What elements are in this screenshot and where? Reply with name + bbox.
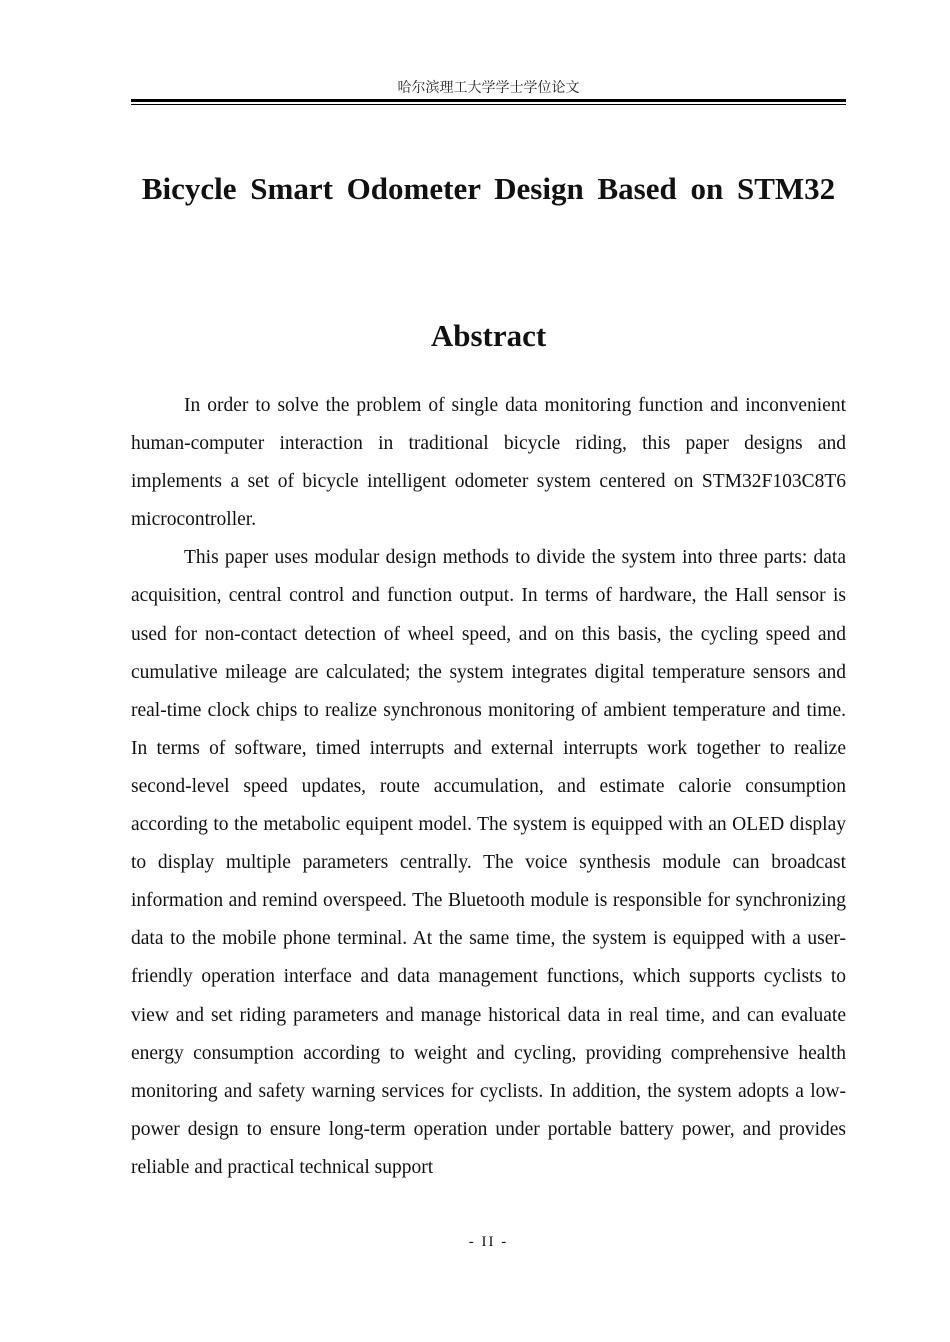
thesis-title: Bicycle Smart Odometer Design Based on STM32: [141, 171, 836, 206]
abstract-paragraph-1: In order to solve the problem of single data monitoring function and inconvenient human-computer interaction in traditional bicycle riding, this paper designs and implements a set of bicycle intelligent odometer system centered on STM32F103C8T6 microcontroller.: [131, 395, 846, 531]
header-rule-thin: [131, 104, 846, 105]
abstract-heading: Abstract: [430, 318, 547, 353]
running-header: 哈尔滨理工大学学士学位论文: [397, 80, 580, 96]
abstract-paragraph-2: This paper uses modular design methods to divide the system into three parts: data acquisition, central control and function output. In terms of hardware, the Hall sensor is used for non-contact detection of wheel speed, and on this basis, the cycling speed and cumulative mileage are calculated; the system integrates digital temperature sensors and real-time clock chips to realize synchronous monitoring of ambient temperature and time. In terms of software, timed interrupts and external interrupts work together to realize second-level speed updates, route accumulation, and estimate calorie consumption according to the metabolic equipent model. The system is equipped with an OLED display to display multiple parameters centrally. The voice synthesis module can broadcast information and remind overspeed. The Bluetooth module is responsible for synchronizing data to the mobile phone terminal. At the same time, the system is equipped with a user-friendly operation interface and data management functions, which supports cyclists to view and set riding parameters and manage historical data in real time, and can evaluate energy consumption according to weight and cycling, providing comprehensive health monitoring and safety warning services for cyclists. In addition, the system adopts a low-power design to ensure long-term operation under portable battery power, and provides reliable and practical technical support: [131, 547, 846, 1178]
page-number: - II -: [468, 1234, 509, 1250]
header-rule-thick: [131, 99, 846, 102]
abstract-body: [131, 387, 846, 1187]
